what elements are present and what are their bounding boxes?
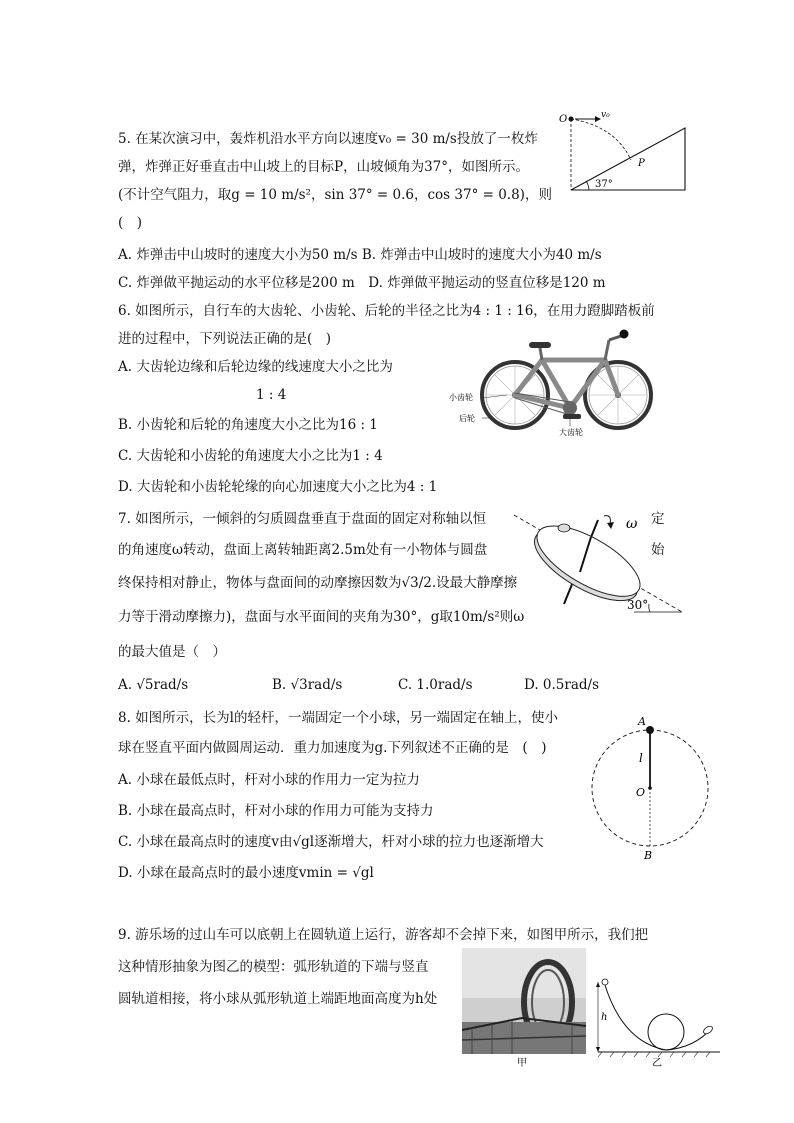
q7-side-char-1: 定 [651,511,665,527]
q9-label-jia: 甲 [517,1058,527,1068]
q5-option-ab: A. 炸弹击中山坡时的速度大小为50 m/s B. 炸弹击中山坡时的速度大小为40 m/s [118,247,602,263]
q6-option-a-ratio: 1 : 4 [256,387,287,403]
q8-fig-l: l [639,751,643,765]
q8-fig-a: A [638,715,646,728]
q6-option-c: C. 大齿轮和小齿轮的角速度大小之比为1 : 4 [118,448,383,464]
q6-line-2: 进的过程中，下列说法正确的是( ) [118,331,332,347]
q8-option-a: A. 小球在最低点时，杆对小球的作用力一定为拉力 [118,772,420,788]
q7-disk-figure [510,502,688,620]
q7-side-char-2: 始 [651,542,665,558]
q8-rod-circle-figure [588,710,718,864]
q8-option-c: C. 小球在最高点时的速度v由√gl逐渐增大，杆对小球的拉力也逐渐增大 [118,834,544,850]
q8-line-1: 8. 如图所示，长为l的轻杆，一端固定一个小球，另一端固定在轴上，使小 [118,710,558,726]
q7-line-3: 终保持相对静止，物体与盘面间的动摩擦因数为√3/2.设最大静摩擦 [118,575,518,591]
q7-option-d: D. 0.5rad/s [524,677,600,693]
q6-line-1: 6. 如图所示，自行车的大齿轮、小齿轮、后轮的半径之比为4 : 1 : 16，在用力蹬脚踏板前 [118,303,655,319]
q5-line-1: 5. 在某次演习中，轰炸机沿水平方向以速度v₀ = 30 m/s投放了一枚炸 [118,131,538,147]
q7-fig-omega: ω [626,516,638,532]
q8-option-b: B. 小球在最高点时，杆对小球的作用力可能为支持力 [118,803,434,819]
q8-line-2: 球在竖直平面内做圆周运动．重力加速度为g.下列叙述不正确的是 ( ) [118,740,547,756]
q9-fig-h: h [601,1012,608,1023]
q5-fig-o: O [559,114,568,125]
q7-line-2: 的角速度ω转动，盘面上离转轴距离2.5m处有一小物体与圆盘 [118,542,488,558]
q7-option-a: A. √5rad/s [118,677,189,693]
q6-option-d: D. 大齿轮和小齿轮轮缘的向心加速度大小之比为4 : 1 [118,479,438,495]
q8-fig-b: B [644,849,653,862]
q9-line-3: 圆轨道相接，将小球从弧形轨道上端距地面高度为h处 [118,991,438,1007]
q8-fig-o: O [636,786,646,799]
q7-option-c: C. 1.0rad/s [398,677,473,693]
q9-track-model-figure [594,970,724,1070]
q6-option-a: A. 大齿轮边缘和后轮边缘的线速度大小之比为 [118,359,393,375]
q8-option-d: D. 小球在最高点时的最小速度vmin = √gl [118,865,374,881]
q5-option-cd: C. 炸弹做平抛运动的水平位移是200 m D. 炸弹做平抛运动的竖直位移是120 m [118,275,606,291]
q5-fig-p: P [638,158,645,169]
q9-rollercoaster-photo [462,948,586,1068]
q5-slope-figure [555,108,695,198]
q9-line-2: 这种情形抽象为图乙的模型：弧形轨道的下端与竖直 [118,959,429,975]
q6-label-rear-wheel: 后轮 [459,414,475,423]
q9-label-yi: 乙 [652,1058,662,1069]
q5-fig-angle: 37° [595,179,613,190]
q5-line-4: ( ) [118,215,143,231]
q5-line-2: 弹，炸弹正好垂直击中山坡上的目标P，山坡倾角为37°，如图所示。 [118,159,530,175]
q7-line-5: 的最大值是（ ） [118,644,226,660]
q9-line-1: 9. 游乐场的过山车可以底朝上在圆轨道上运行，游客却不会掉下来，如图甲所示，我们把 [118,927,649,943]
q6-label-big-gear: 大齿轮 [559,428,583,437]
q7-fig-angle: 30° [627,598,649,612]
q6-option-b: B. 小齿轮和后轮的角速度大小之比为16 : 1 [118,417,378,433]
q5-line-3: (不计空气阻力，取g = 10 m/s²，sin 37° = 0.6，cos 37° = 0.8)，则 [118,187,552,203]
q7-line-1: 7. 如图所示，一倾斜的匀质圆盘垂直于盘面的固定对称轴以恒 [118,511,487,527]
q6-bicycle-figure [445,322,655,440]
q5-fig-v0: v₀ [601,110,610,120]
q7-line-4: 力等于滑动摩擦力)，盘面与水平面间的夹角为30°，g取10m/s²则ω [118,609,525,625]
q6-label-small-gear: 小齿轮 [449,393,473,402]
q7-option-b: B. √3rad/s [272,677,343,693]
